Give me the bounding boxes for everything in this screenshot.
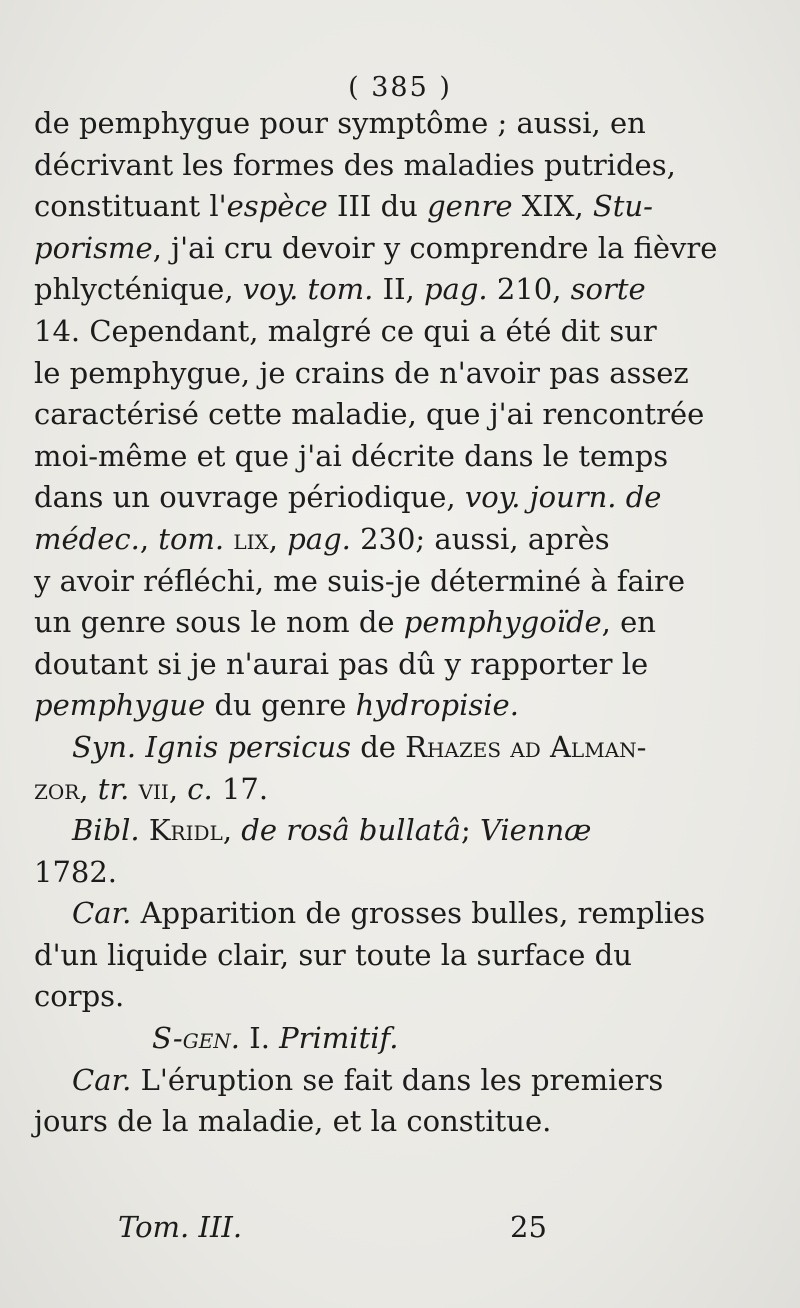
text-line: d'un liquide clair, sur toute la surface du [34,937,632,972]
text-line: zor, tr. vii, c. 17. [34,771,269,806]
text-line: porisme, j'ai cru devoir y comprendre la fièvre [34,230,718,265]
text-line: Car. L'éruption se fait dans les premiers [72,1062,664,1097]
text-line: moi-même et que j'ai décrite dans le temps [34,438,669,473]
text-line: S-gen. I. Primitif. [152,1021,399,1056]
text-line: dans un ouvrage périodique, voy. journ. de [34,480,662,515]
main-text-block [34,103,718,1143]
paragraph-car-1 [34,893,706,1018]
text-line: doutant si je n'aurai pas dû y rapporter le [34,646,649,681]
text-line: y avoir réfléchi, me suis-je déterminé à faire [34,563,686,598]
text-line: médec., tom. lix, pag. 230; aussi, après [34,521,610,556]
text-line: de pemphygue pour symptôme ; aussi, en [34,106,646,140]
text-line: le pemphygue, je crains de n'avoir pas assez [34,355,689,390]
paragraph-1 [34,103,718,727]
gathering-signature: 25 [510,1210,547,1244]
page-number-header: ( 385 ) [348,72,452,103]
text-line: 14. Cependant, malgré ce qui a été dit sur [34,313,657,348]
text-line: un genre sous le nom de pemphygoïde, en [34,605,656,640]
text-line: Syn. Ignis persicus de Rhazes ad Alman- [72,729,647,764]
text-line: phlycténique, voy. tom. II, pag. 210, sorte [34,272,646,307]
text-line: décrivant les formes des maladies putrides, [34,147,676,182]
paragraph-car-2 [34,1060,664,1143]
volume-signature: Tom. III. [118,1210,243,1244]
text-line: Car. Apparition de grosses bulles, remplies [72,896,706,931]
text-line: 1782. [34,854,118,889]
subgenre-heading [34,1018,644,1060]
text-line: jours de la maladie, et la constitue. [34,1104,552,1139]
text-line: caractérisé cette maladie, que j'ai rencontrée [34,397,705,432]
paragraph-syn [34,727,647,810]
text-line: pemphygue du genre hydropisie. [34,688,519,723]
paragraph-bibl [34,810,644,893]
text-line: corps. [34,979,125,1014]
text-line: Bibl. Kridl, de rosâ bullatâ; Viennæ [72,813,592,848]
text-line: constituant l'espèce III du genre XIX, Stu- [34,189,653,224]
